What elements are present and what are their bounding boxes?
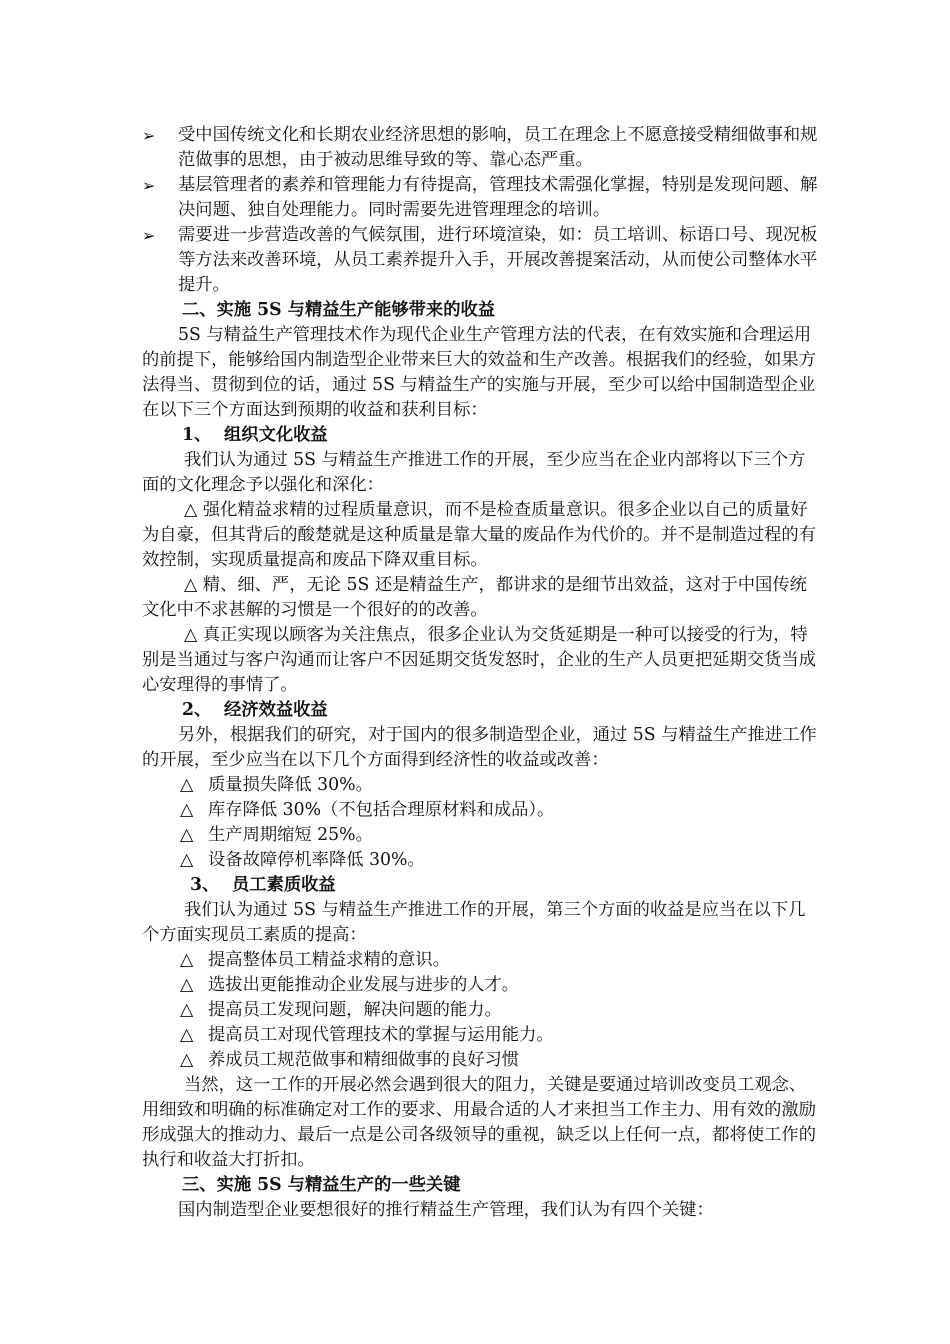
- triangle-icon: △: [180, 800, 194, 820]
- subsection-number: 3、: [190, 875, 220, 895]
- triangle-icon: △: [180, 1025, 194, 1045]
- triangle-icon: △: [180, 950, 194, 970]
- culture-item: △ 强化精益求精的过程质量意识，而不是检查质量意识。很多企业以自己的质量好为自豪，但其背后的酸楚就是这种质量是靠大量的废品作为代价的。并不是制造过程的有效控制，实现质量提高和废品下降双重目标。: [142, 500, 816, 570]
- arrow-bullet-icon: ➢: [142, 126, 156, 145]
- section-3-intro: 国内制造型企业要想很好的推行精益生产管理，我们认为有四个关键：: [178, 1200, 714, 1220]
- economic-item-text: 设备故障停机率降低 30%。: [208, 850, 425, 870]
- bullet-text: 受中国传统文化和长期农业经济思想的影响，员工在理念上不愿意接受精细做事和规范做事的思想，由于被动思维导致的等、靠心态严重。: [178, 125, 818, 170]
- subsection-title: 组织文化收益: [224, 425, 328, 445]
- closing-paragraph: 当然，这一工作的开展必然会遇到很大的阻力，关键是要通过培训改变员工观念、用细致和明确的标准确定对工作的要求、用最合适的人才来担当工作主力、用有效的激励形成强大的推动力、最后一点是公司各级领导的重视，缺乏以上任何一点，都将使工作的执行和收益大打折扣。: [142, 1075, 816, 1170]
- economic-item: [142, 773, 822, 798]
- culture-item: △ 精、细、严，无论 5S 还是精益生产，都讲求的是细节出效益，这对于中国传统文化中不求甚解的习惯是一个很好的的改善。: [142, 575, 807, 620]
- economic-item-text: 库存降低 30%（不包括合理原材料和成品）。: [208, 800, 555, 820]
- quality-item-text: 提高员工对现代管理技术的掌握与运用能力。: [208, 1025, 554, 1045]
- bullet-text: 需要进一步营造改善的气候氛围，进行环境渲染，如：员工培训、标语口号、现况板等方法来改善环境，从员工素养提升入手，开展改善提案活动，从而使公司整体水平提升。: [178, 225, 818, 295]
- subsection-3-heading: [142, 873, 822, 898]
- quality-item: [142, 1048, 822, 1073]
- section-3-heading: 三、实施 5S 与精益生产的一些关键: [182, 1175, 461, 1195]
- bullet-list: [142, 123, 822, 298]
- subsection-2-heading: [142, 698, 822, 723]
- subsection-title: 经济效益收益: [224, 700, 328, 720]
- section-2: [142, 298, 822, 1223]
- quality-item: [142, 1023, 822, 1048]
- subsection-title: 员工素质收益: [232, 875, 336, 895]
- triangle-icon: △: [180, 1050, 194, 1070]
- triangle-icon: △: [180, 975, 194, 995]
- subsection-1-heading: [142, 423, 822, 448]
- subsection-number: 2、: [182, 700, 212, 720]
- triangle-icon: △: [180, 850, 194, 870]
- quality-item-text: 提高整体员工精益求精的意识。: [208, 950, 450, 970]
- economic-item-text: 质量损失降低 30%。: [208, 775, 373, 795]
- triangle-icon: △: [180, 775, 194, 795]
- bullet-item: [142, 123, 822, 173]
- quality-item: [142, 998, 822, 1023]
- arrow-bullet-icon: ➢: [142, 226, 156, 245]
- subsection-number: 1、: [182, 425, 212, 445]
- section-2-intro: 5S 与精益生产管理技术作为现代企业生产管理方法的代表，在有效实施和合理运用的前提下，能够给国内制造型企业带来巨大的效益和生产改善。根据我们的经验，如果方法得当、贯彻到位的话，通过 5S 与精益生产的实施与开展，至少可以给中国制造型企业在以下三个方面达到预期的收益和获利目标：: [142, 325, 816, 420]
- economic-item: [142, 848, 822, 873]
- bullet-item: [142, 223, 822, 298]
- subsection-1-intro: 我们认为通过 5S 与精益生产推进工作的开展，至少应当在企业内部将以下三个方面的文化理念予以强化和深化：: [142, 450, 806, 495]
- quality-item: [142, 973, 822, 998]
- economic-item-text: 生产周期缩短 25%。: [208, 825, 373, 845]
- bullet-item: [142, 173, 822, 223]
- subsection-3-intro: 我们认为通过 5S 与精益生产推进工作的开展，第三个方面的收益是应当在以下几个方面实现员工素质的提高：: [142, 900, 806, 945]
- bullet-text: 基层管理者的素养和管理能力有待提高，管理技术需强化掌握，特别是发现问题、解决问题、独自处理能力。同时需要先进管理理念的培训。: [178, 175, 818, 220]
- culture-item: △ 真正实现以顾客为关注焦点，很多企业认为交货延期是一种可以接受的行为，特别是当通过与客户沟通而让客户不因延期交货发怒时，企业的生产人员更把延期交货当成心安理得的事情了。: [142, 625, 816, 695]
- triangle-icon: △: [180, 1000, 194, 1020]
- quality-item: [142, 948, 822, 973]
- economic-item: [142, 798, 822, 823]
- arrow-bullet-icon: ➢: [142, 176, 156, 195]
- triangle-icon: △: [180, 825, 194, 845]
- subsection-2-intro: 另外，根据我们的研究，对于国内的很多制造型企业，通过 5S 与精益生产推进工作的开展，至少应当在以下几个方面得到经济性的收益或改善：: [142, 725, 817, 770]
- section-2-heading: 二、实施 5S 与精益生产能够带来的收益: [182, 300, 496, 320]
- economic-item: [142, 823, 822, 848]
- quality-item-text: 提高员工发现问题，解决问题的能力。: [208, 1000, 502, 1020]
- quality-item-text: 养成员工规范做事和精细做事的良好习惯: [208, 1050, 520, 1070]
- quality-item-text: 选拔出更能推动企业发展与进步的人才。: [208, 975, 520, 995]
